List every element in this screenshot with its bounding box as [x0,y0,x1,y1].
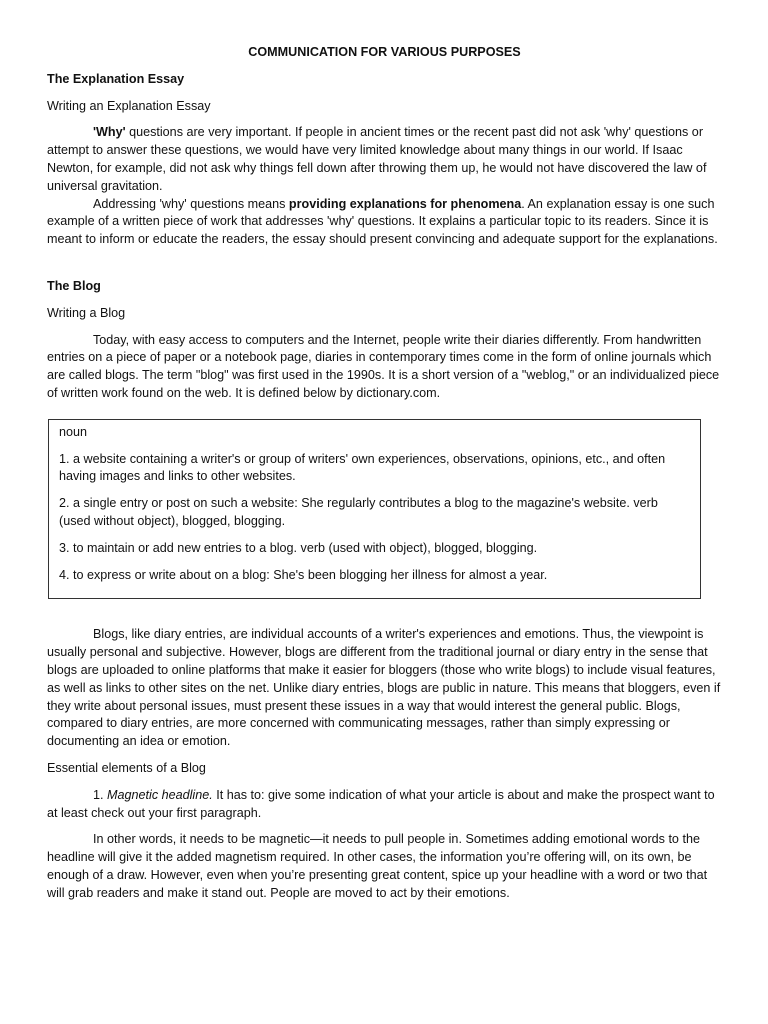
definition-entry: 4. to express or write about on a blog: She's been blogging her illness for almost a year. [59,567,548,582]
magnetic-headline-italic-text: Magnetic headline. [107,787,213,802]
section-spacer [47,249,722,269]
blog-subheading: Writing a Blog [47,305,126,320]
explanation-paragraph-1-text: questions are very important. If people in ancient times or the recent past did not ask 'why' questions or attempt to answer these questions, we would have very limited knowledge about many things in our world. If Isaac Newton, for example, did not ask why things fell down after throwing them up, he would not have discovered the law of universal gravitation. [47,125,707,193]
definition-entry: 1. a website containing a writer's or group of writers' own experiences, observations, opinions, etc., and often having images and links to other websites. [59,451,666,484]
definition-box [48,419,701,600]
blog-element-1 [47,787,722,823]
blog-element-1-number: 1. [93,787,108,802]
explanation-paragraph-2-text: . An explanation essay is one such example of a written piece of work that addresses 'why' questions. It explains a particular topic to its readers. Since it is meant to inform or educate the readers, the essay should present convincing and adequate support for the explanations. [47,196,718,247]
blog-paragraph-1: Today, with easy access to computers and the Internet, people write their diaries differently. From handwritten entries on a piece of paper or a notebook page, diaries in contemporary times come in the form of online journals which are called blogs. The term "blog" was first used in the 1990s. It is a short version of a "weblog," or an individualized piece of written work found on the web. It is defined below by dictionary.com. [47,332,720,400]
blog-element-1-text: It has to: give some indication of what your article is about and make the prospect want to at least check out your first paragraph. [47,787,715,820]
explanation-paragraph-2-start: Addressing 'why' questions means [93,196,289,211]
definition-entry: 2. a single entry or post on such a website: She regularly contributes a blog to the magazine's website. verb (used without object), blogged, blogging. [59,496,658,528]
blog-elements-heading: Essential elements of a Blog [47,760,206,775]
explanation-paragraph-2 [47,196,722,249]
providing-explanations-bold-text: providing explanations for phenomena [288,196,522,211]
definition-entry: 3. to maintain or add new entries to a blog. verb (used with object), blogged, blogging. [59,540,538,555]
explanation-paragraph-1 [47,124,722,195]
document-title: COMMUNICATION FOR VARIOUS PURPOSES [248,45,521,59]
why-bold-text: 'Why' [93,125,126,140]
definition-part-of-speech: noun [59,424,88,439]
blog-heading: The Blog [47,278,101,293]
explanation-essay-subheading: Writing an Explanation Essay [47,98,211,113]
blog-paragraph-3: In other words, it needs to be magnetic—it needs to pull people in. Sometimes adding emotional words to the headline will give it the added magnetism required. In other cases, the information you’re offering will, on its own, be enough of a draw. However, even when you’re presenting great content, spice up your headline with a word or two that will grab readers and make it stand out. People are moved to act by their emotions. [47,832,708,900]
blog-paragraph-2: Blogs, like diary entries, are individual accounts of a writer's experiences and emotions. Thus, the viewpoint is usually personal and subjective. However, blogs are different from the traditional journal or diary entry in the sense that blogs are uploaded to online platforms that make it easier for bloggers (those who write blogs) to include visual features, as well as links to other sites on the net. Unlike diary entries, blogs are public in nature. This means that bloggers, even if they write about personal issues, must present these issues in a way that would interest the general public. Blogs, compared to diary entries, are more concerned with communicating messages, rather than simply expressing or documenting an idea or emotion. [47,627,721,749]
explanation-essay-heading: The Explanation Essay [47,71,185,86]
